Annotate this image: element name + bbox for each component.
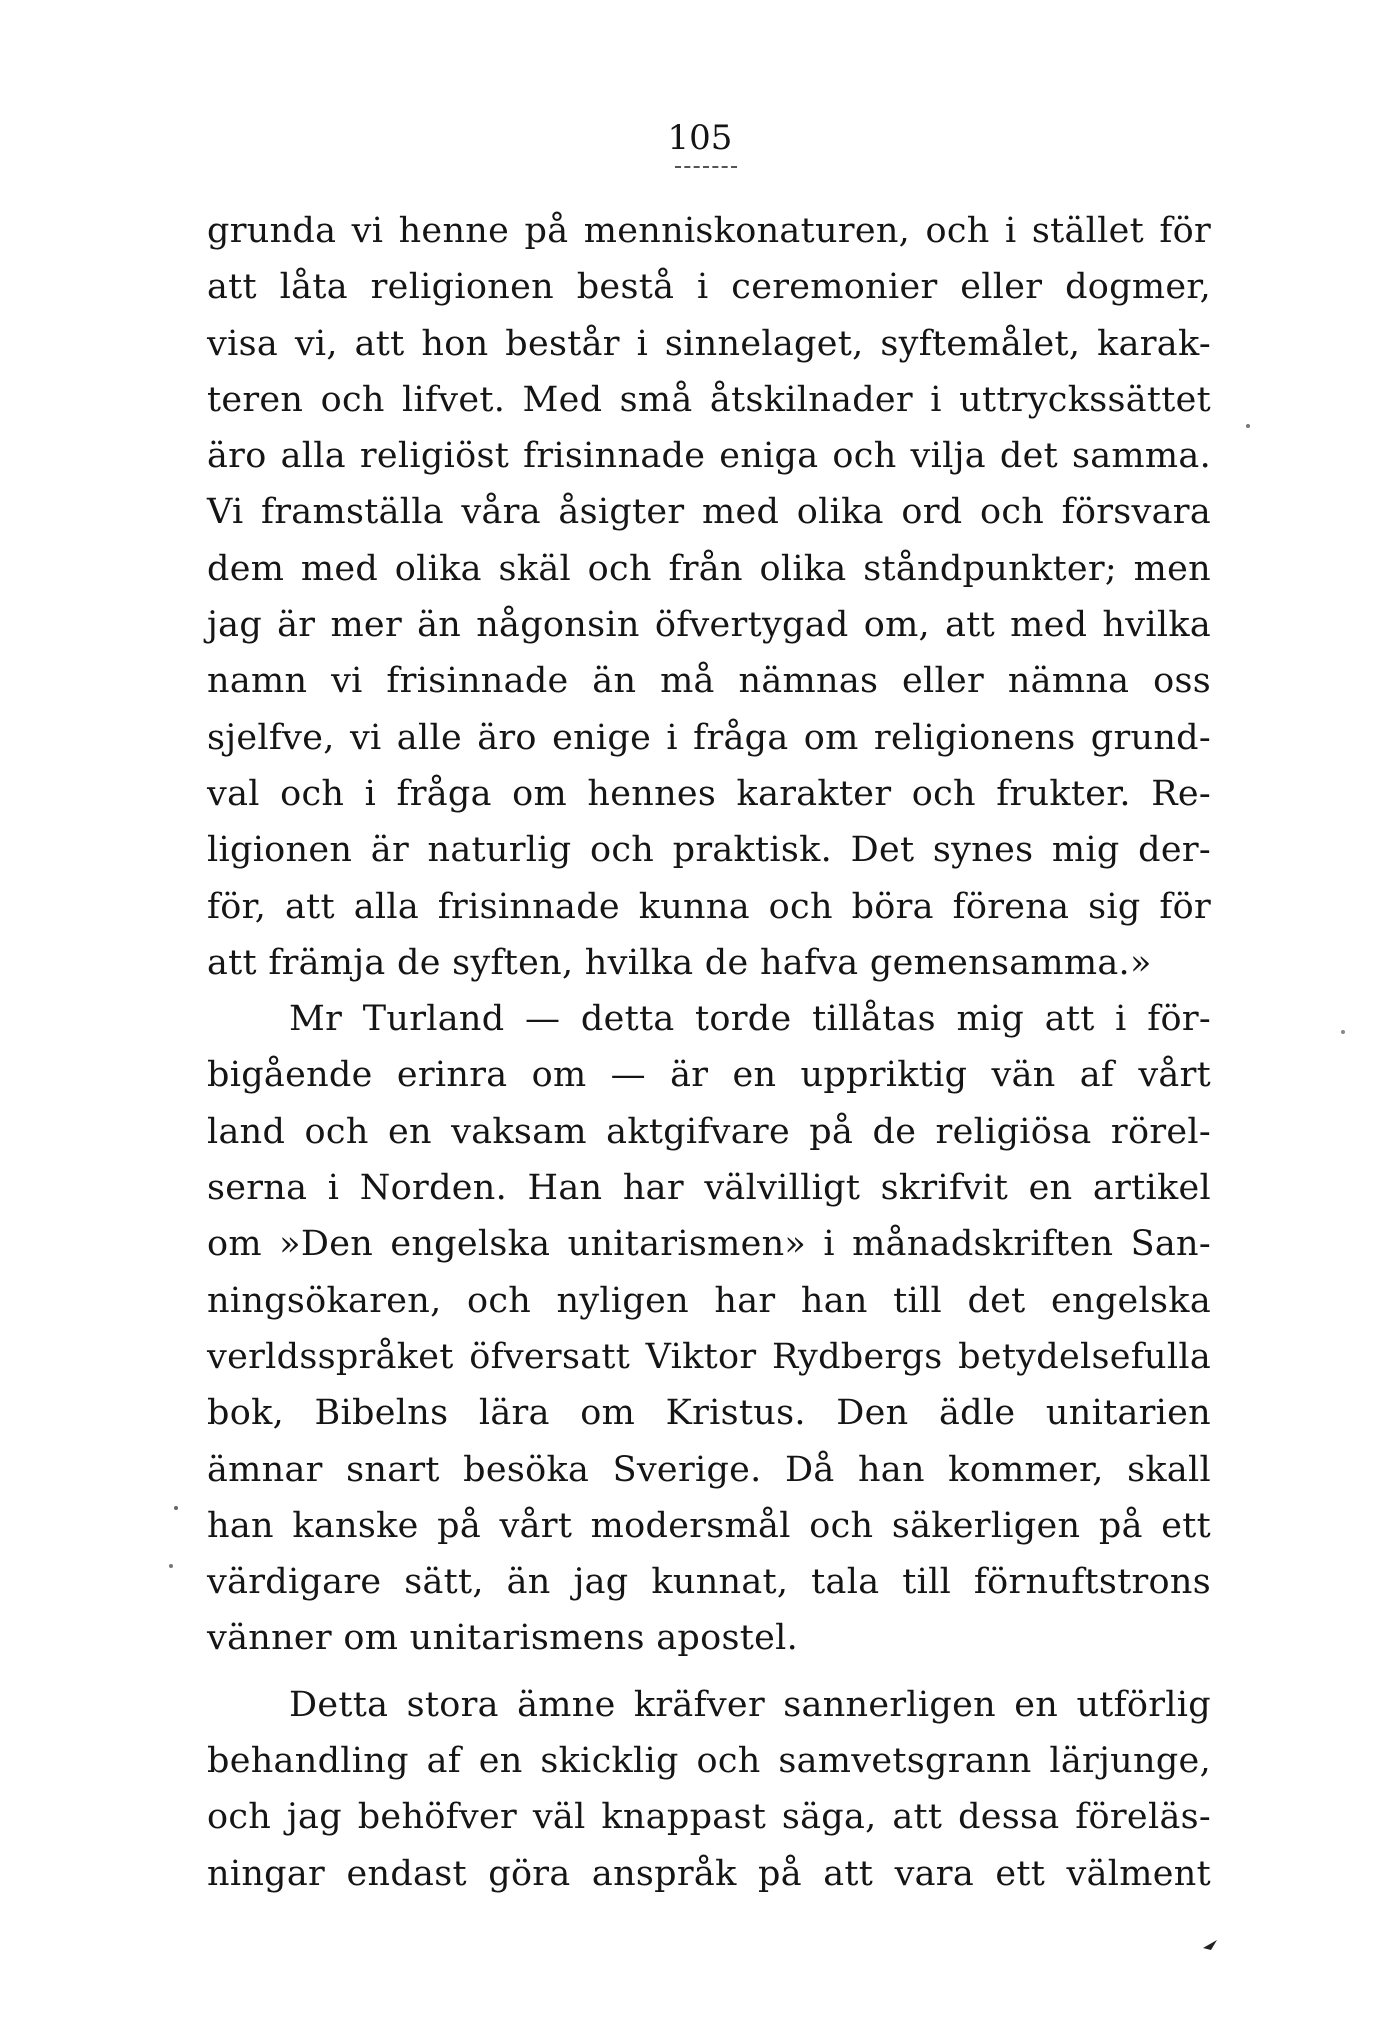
text-line: Vi framställa våra åsigter med olika ord och försvara (207, 492, 1211, 533)
text-line: om »Den engelska unitarismen» i månadskriften San- (207, 1224, 1211, 1265)
text-line: att låta religionen bestå i ceremonier eller dogmer, (207, 267, 1211, 308)
text-line: teren och lifvet. Med små åtskilnader i uttryckssättet (207, 379, 1211, 420)
text-line: värdigare sätt, än jag kunnat, tala till förnuftstrons (207, 1562, 1211, 1603)
text-line: verldsspråket öfversatt Viktor Rydbergs betydelsefulla (207, 1336, 1211, 1377)
text-line: Detta stora ämne kräfver sannerligen en utförlig (289, 1684, 1211, 1725)
text-line: visa vi, att hon består i sinnelaget, syftemålet, karak- (207, 323, 1211, 364)
text-line: ningar endast göra anspråk på att vara ett välment (207, 1853, 1211, 1894)
text-line: han kanske på vårt modersmål och säkerligen på ett (207, 1505, 1211, 1546)
text-line: och jag behöfver väl knappast säga, att dessa föreläs- (207, 1797, 1211, 1838)
text-line: land och en vaksam aktgifvare på de religiösa rörel- (207, 1111, 1211, 1152)
text-line: för, att alla frisinnade kunna och böra förena sig för (207, 886, 1211, 927)
text-line: namn vi frisinnade än må nämnas eller nämna oss (207, 661, 1211, 702)
text-line: ningsökaren, och nyligen har han till det engelska (207, 1280, 1211, 1321)
text-line: behandling af en skicklig och samvetsgrann lärjunge, (207, 1741, 1211, 1782)
text-line: bok, Bibelns lära om Kristus. Den ädle unitarien (207, 1393, 1211, 1434)
text-line: ämnar snart besöka Sverige. Då han kommer, skall (207, 1449, 1211, 1490)
text-line: vänner om unitarismens apostel. (207, 1618, 799, 1659)
text-line: bigående erinra om — är en uppriktig vän af vårt (207, 1055, 1211, 1096)
text-line: äro alla religiöst frisinnade eniga och vilja det samma. (207, 436, 1211, 477)
text-line: val och i fråga om hennes karakter och frukter. Re- (207, 773, 1211, 814)
text-line: sjelfve, vi alle äro enige i fråga om religionens grund- (207, 717, 1211, 758)
text-line: dem med olika skäl och från olika ståndpunkter; men (207, 548, 1211, 589)
text-line: grunda vi henne på menniskonaturen, och i stället för (207, 211, 1211, 251)
text-line: serna i Norden. Han har välvilligt skrifvit en artikel (207, 1168, 1211, 1209)
text-line: att främja de syften, hvilka de hafva gemensamma.» (207, 942, 1152, 983)
page-number: 105 (667, 118, 733, 158)
body-text (207, 203, 1211, 1902)
page-number-rule (675, 166, 737, 168)
ink-mark (1203, 1940, 1217, 1950)
text-line: Mr Turland — detta torde tillåtas mig att i för- (289, 999, 1211, 1040)
text-line: ligionen är naturlig och praktisk. Det synes mig der- (207, 830, 1211, 871)
text-line: jag är mer än någonsin öfvertygad om, att med hvilka (207, 605, 1211, 646)
